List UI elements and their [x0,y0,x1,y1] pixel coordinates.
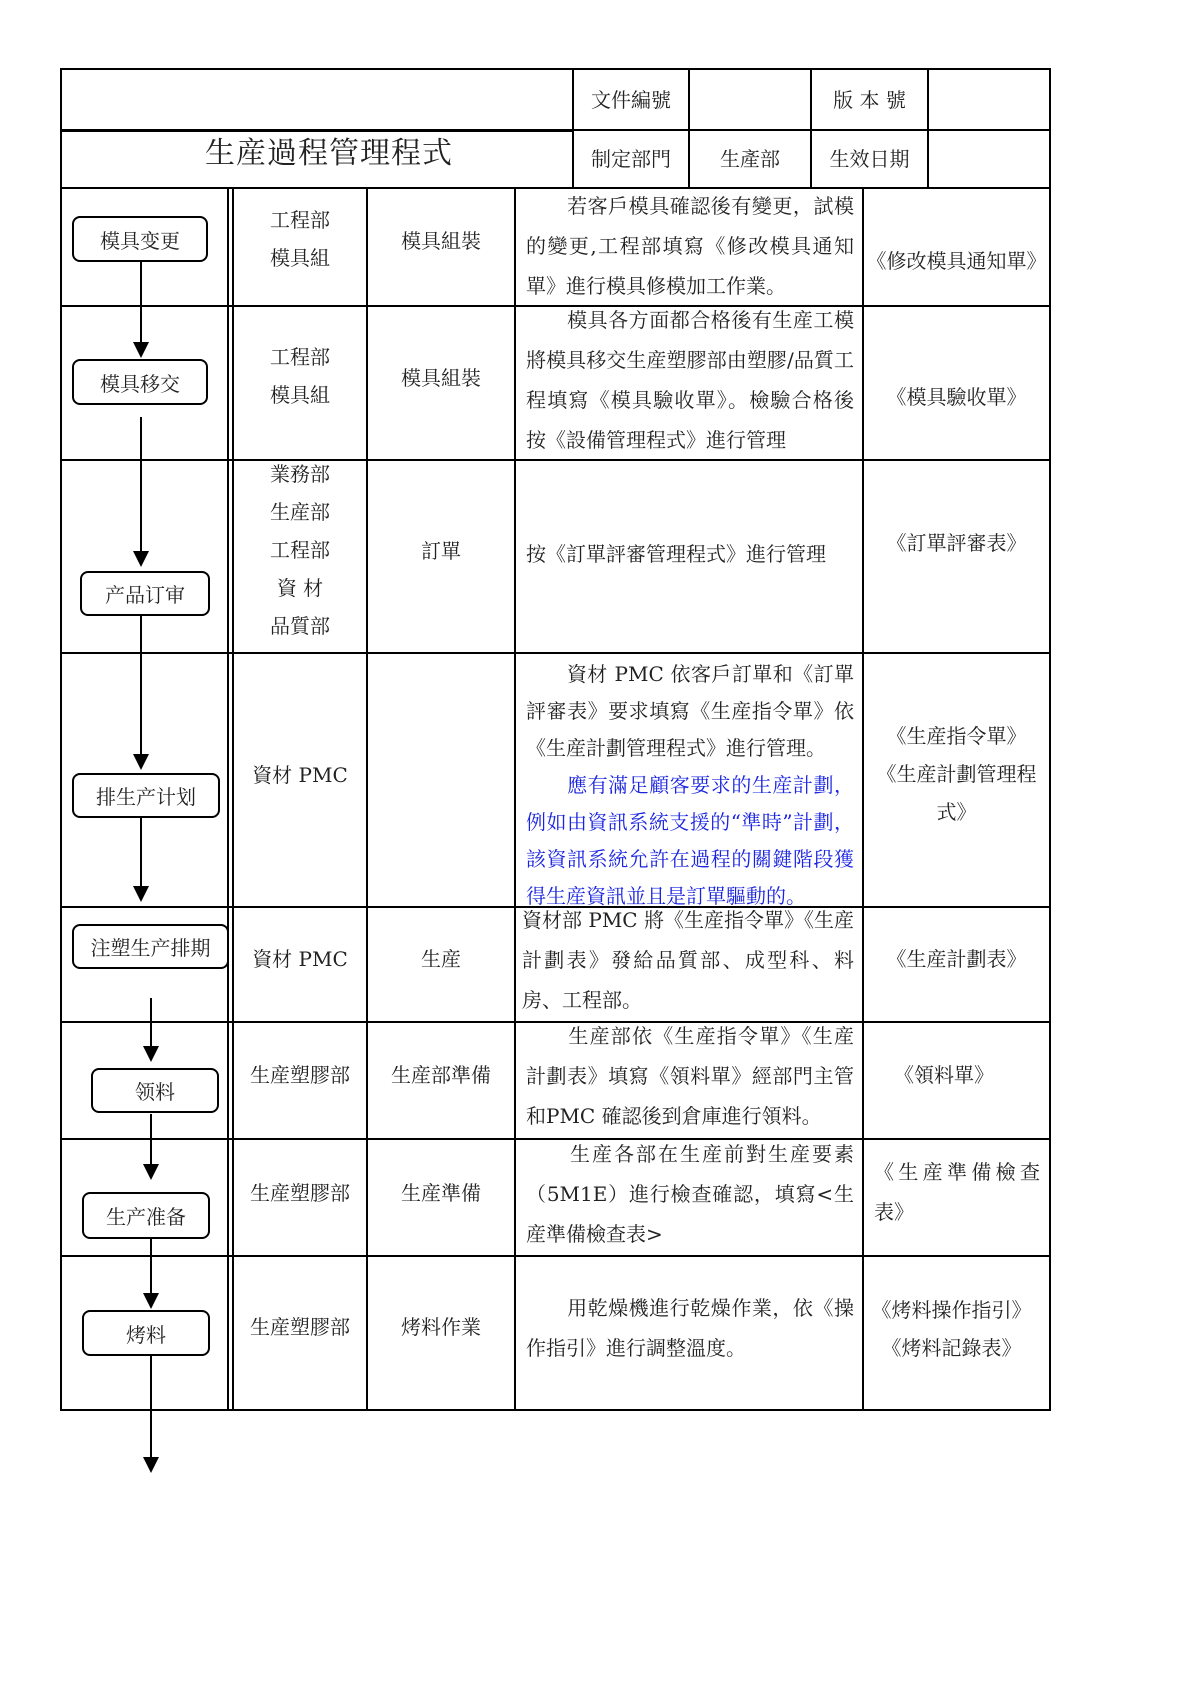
record-form: 《生産計劃表》 [886,947,1027,971]
record-form: 《修改模具通知單》 [866,248,1047,273]
effective-date-label: 生效日期 [829,147,910,171]
responsible-dept: 資材 PMC [252,947,348,971]
description: 按《訂單評審管理程式》進行管理 [526,542,826,566]
effective-date-value [929,131,1049,187]
responsible-dept: 資材 PMC [252,763,348,787]
page-title: 生産過程管理程式 [205,136,453,171]
flow-arrow [140,417,142,565]
activity: 烤料作業 [401,1315,481,1339]
description: 生産各部在生産前對生産要素（5M1E）進行檢查確認，填寫<生産準備檢查表> [526,1142,854,1246]
dept-label: 制定部門 [591,147,671,171]
flow-step-mold-change: 模具变更 [72,216,208,262]
flow-arrow [150,998,152,1060]
responsible-dept: 工程部 模具組 [270,345,330,407]
flow-arrow [150,1356,152,1471]
highlighted-note: 應有滿足顧客要求的生産計劃，例如由資訊系統支援的“準時”計劃，該資訊系統允許在過程的關鍵階段獲得生産資訊並且是訂單驅動的。 [526,773,854,908]
description: 用乾燥機進行乾燥作業，依《操作指引》進行調整溫度。 [526,1296,854,1360]
responsible-dept: 生産塑膠部 [250,1181,350,1205]
responsible-dept: 業務部 生産部 工程部 資 材 品質部 [270,462,330,638]
activity: 模具組裝 [401,366,481,390]
responsible-dept: 工程部 模具組 [270,208,330,270]
version-label: 版 本 號 [833,87,906,112]
description: 資材 PMC 依客戶訂單和《訂單評審表》要求填寫《生産指令單》依《生産計劃管理程式》進行管理。 應有滿足顧客要求的生産計劃，例如由資訊系統支援的“準時”計劃，該資訊系統允許在過程的關鍵階段獲得生産資訊並且是訂單驅動的。 [526,662,854,908]
activity [368,754,514,796]
record-form: 《生産指令單》 《生産計劃管理程式》 [876,724,1037,824]
responsible-dept: 生産塑膠部 [250,1315,350,1339]
flow-step-material-drying: 烤料 [82,1310,210,1356]
activity: 模具組裝 [401,229,481,253]
description: 資材部 PMC 將《生産指令單》《生産計劃表》發給品質部、成型科、料房、工程部。 [522,908,854,1012]
activity: 訂單 [421,539,461,563]
flow-arrow [150,1114,152,1178]
description: 模具各方面都合格後有生産工模將模具移交生産塑膠部由塑膠/品質工程填寫《模具驗收單》。檢驗合格後按《設備管理程式》進行管理 [526,308,854,452]
doc-no-label: 文件編號 [591,87,671,112]
flow-arrow [150,1239,152,1307]
activity: 生産部準備 [391,1063,491,1087]
record-form: 《烤料操作指引》 《烤料記錄表》 [871,1298,1032,1360]
record-form: 《生産準備檢查表》 [874,1160,1040,1224]
flow-step-order-review: 产品订审 [80,571,210,616]
description: 若客戶模具確認後有變更，試模的變更,工程部填寫《修改模具通知單》進行模具修模加工作業。 [526,194,854,298]
flow-arrow [140,616,142,768]
description: 生産部依《生産指令單》《生産計劃表》填寫《領料單》經部門主管和PMC 確認後到倉庫進行領料。 [526,1024,854,1128]
flow-step-material-requisition: 领料 [91,1068,219,1113]
version-value [929,70,1049,129]
flow-step-production-plan: 排生产计划 [72,773,220,818]
flow-arrow [140,818,142,900]
responsible-dept: 生産塑膠部 [250,1063,350,1087]
doc-no-value [690,70,810,129]
flow-arrow [140,262,142,356]
record-form: 《訂單評審表》 [886,531,1027,555]
record-form: 《領料單》 [894,1063,994,1087]
activity: 生産 [421,947,461,971]
activity: 生産準備 [401,1181,481,1205]
dept-value: 生產部 [720,147,780,171]
flow-step-molding-schedule: 注塑生产排期 [72,924,229,969]
flow-step-production-prep: 生产准备 [82,1192,210,1239]
flow-step-mold-handover: 模具移交 [72,359,208,405]
record-form: 《模具驗收單》 [886,385,1027,409]
